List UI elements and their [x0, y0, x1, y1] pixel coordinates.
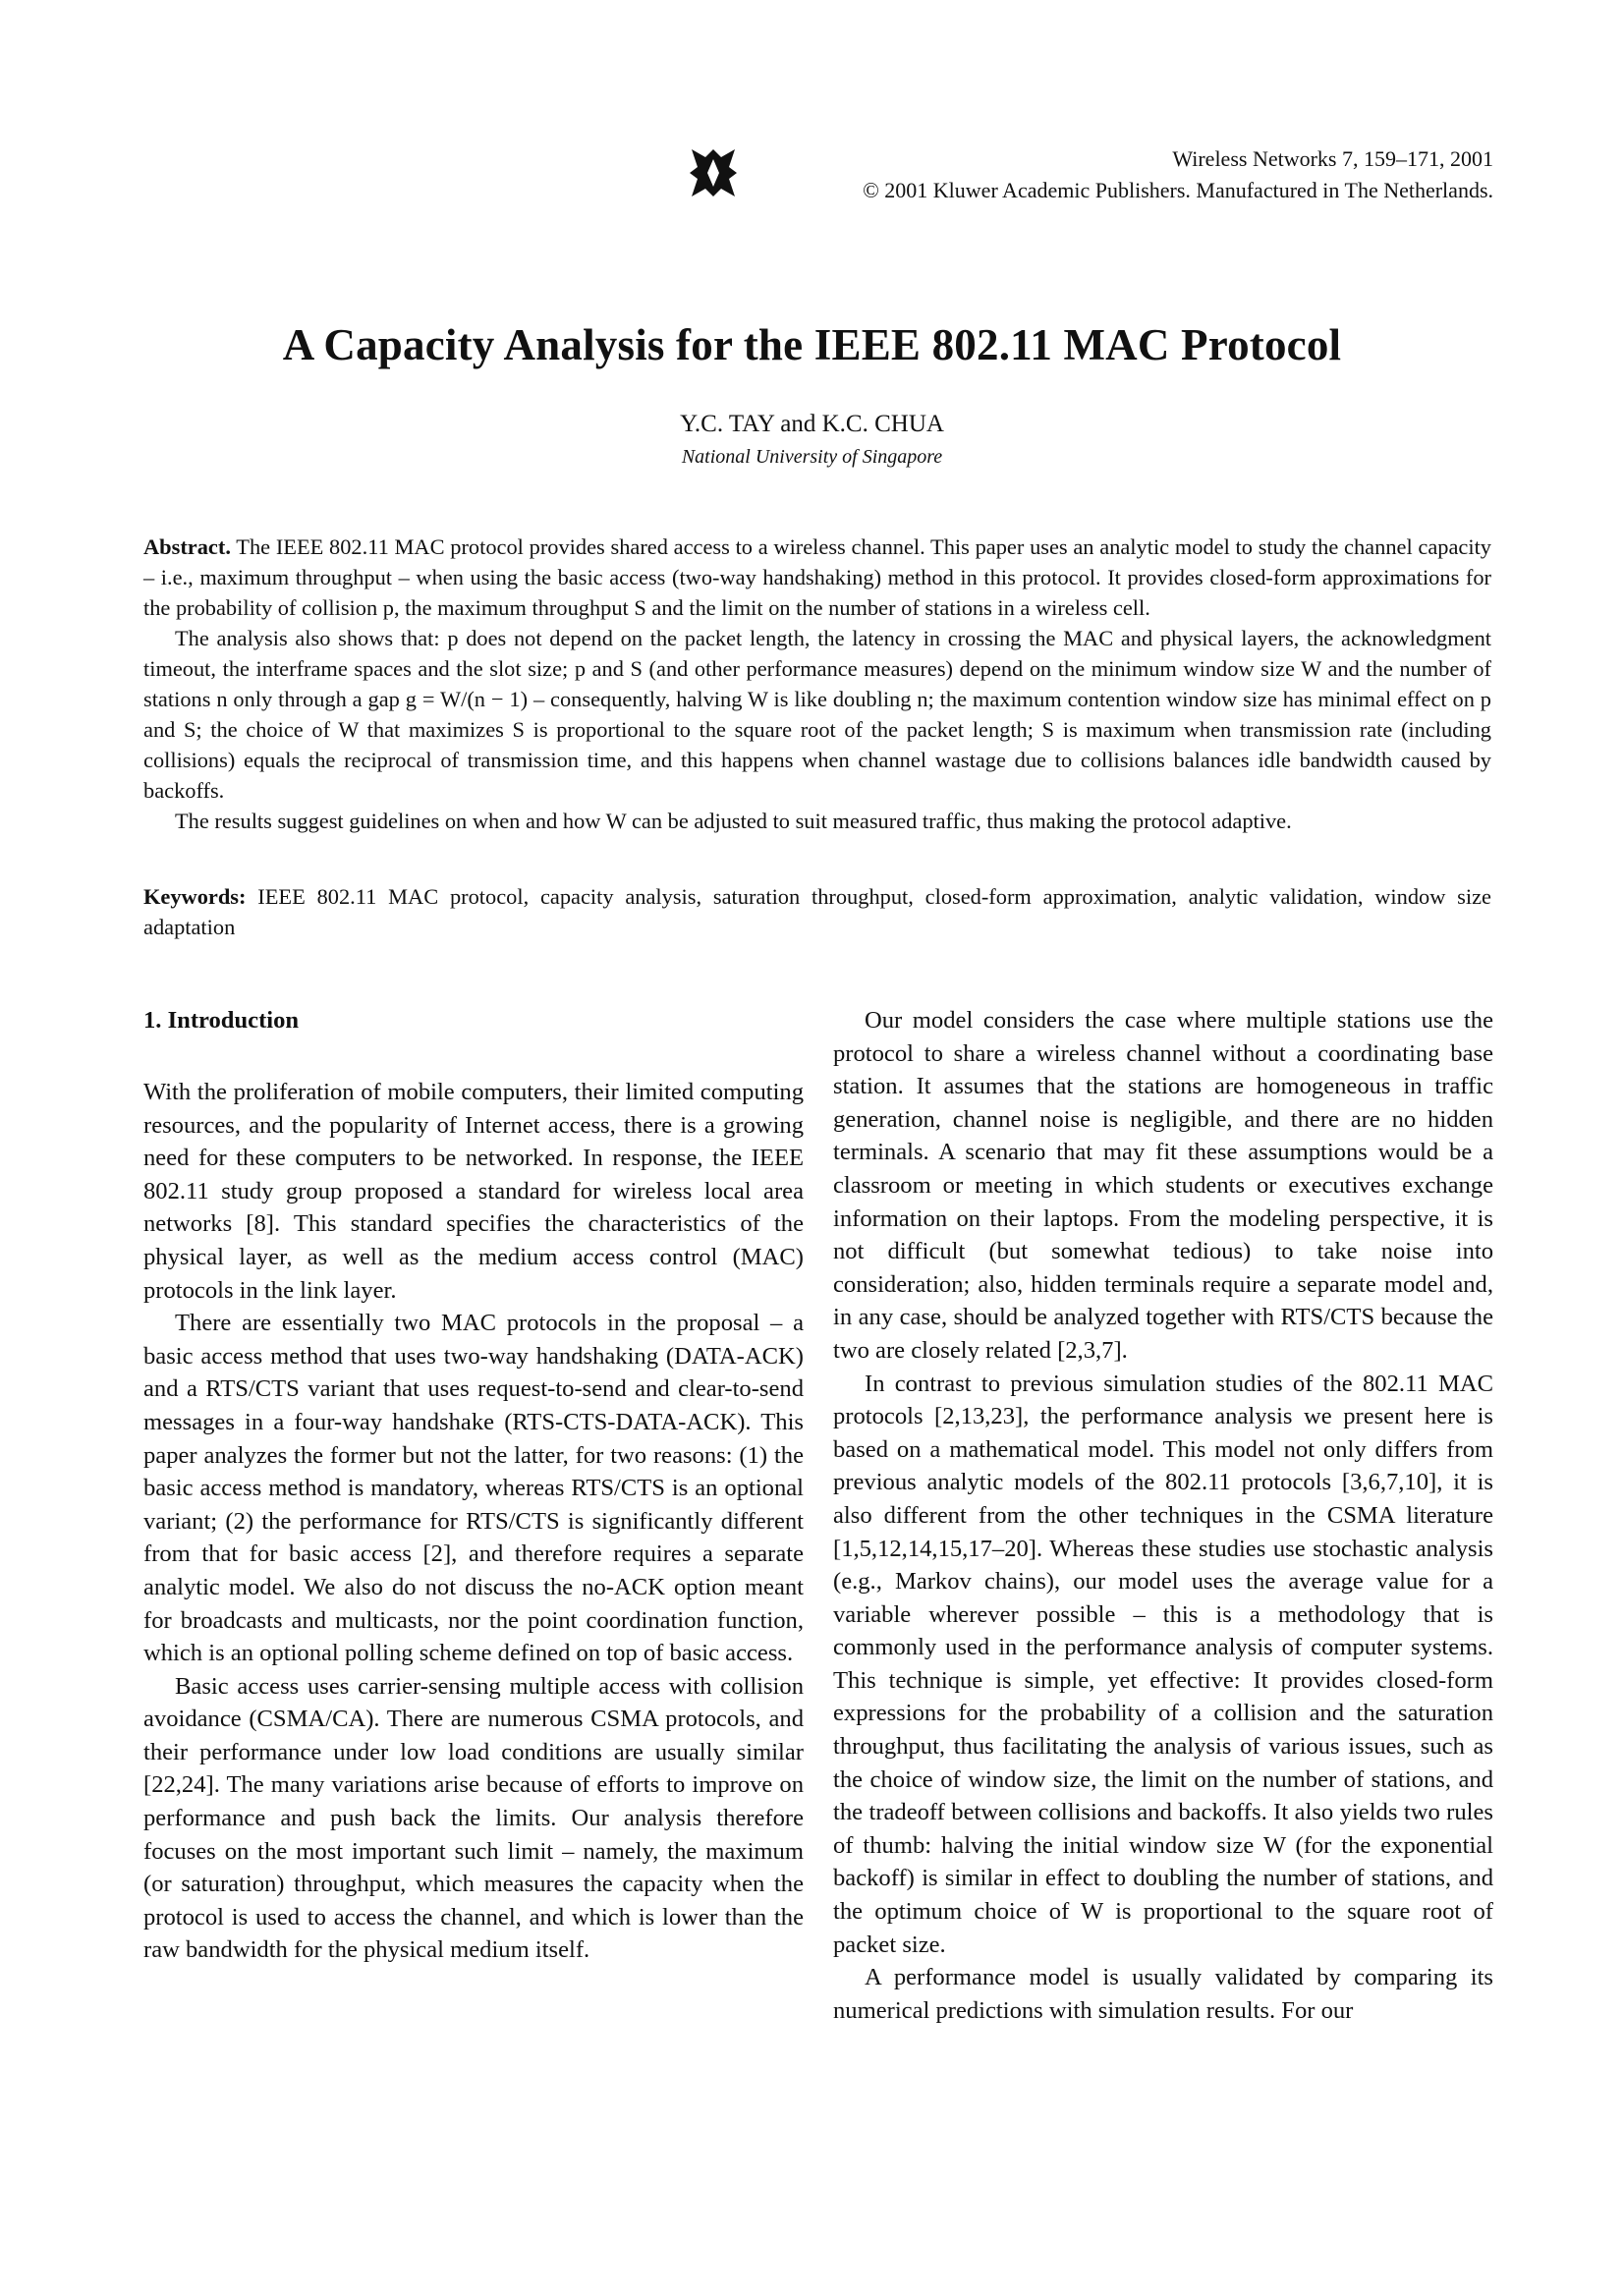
abstract-text-1: The IEEE 802.11 MAC protocol provides shared access to a wireless channel. This paper uses an analytic model to study the channel capacity – i.e., maximum throughput – when using the basic access (two-way handshaking) method in this protocol. It provides closed-form approximations for the probability of collision p, the maximum throughput S and the limit on the number of stations in a wireless cell. [143, 534, 1491, 620]
journal-citation [863, 143, 1493, 206]
intro-paragraph-4: Our model considers the case where multiple stations use the protocol to share a wireless channel without a coordinating base station. It assumes that the stations are homogeneous in traffic generation, channel noise is negligible, and there are no hidden terminals. A scenario that may fit these assumptions would be a classroom or meeting in which students or executives exchange information on their laptops. From the modeling perspective, it is not difficult (but somewhat tedious) to take noise into consideration; also, hidden terminals require a separate model and, in any case, should be analyzed together with RTS/CTS because the two are closely related [2,3,7]. [833, 1007, 1493, 1364]
abstract-label: Abstract. [143, 534, 231, 559]
journal-volume-line: Wireless Networks 7, 159–171, 2001 [1172, 146, 1493, 171]
keywords [143, 881, 1491, 942]
kluwer-publisher-logo [688, 145, 739, 200]
intro-paragraph-2: There are essentially two MAC protocols in the proposal – a basic access method that uses two-way handshaking (DATA-ACK) and a RTS/CTS variant that uses request-to-send and clear-to-send messages in a four-way handshake (RTS-CTS-DATA-ACK). This paper analyzes the former but not the latter, for two reasons: (1) the basic access method is mandatory, whereas RTS/CTS is an optional variant; (2) the performance for RTS/CTS is significantly different from that for basic access [2], and therefore requires a separate analytic model. We also do not discuss the no-ACK option meant for broadcasts and multicasts, nor the point coordination function, which is an optional polling scheme defined on top of basic access. [143, 1310, 804, 1667]
right-column [833, 1004, 1493, 2027]
abstract-paragraph-1 [143, 532, 1491, 623]
keywords-label: Keywords: [143, 884, 247, 909]
abstract-paragraph-2: The analysis also shows that: p does not depend on the packet length, the latency in crossing the MAC and physical layers, the acknowledgment timeout, the interframe spaces and the slot size; p and S (and other performance measures) depend on the minimum window size W and the number of stations n only through a gap g = W/(n − 1) – consequently, halving W is like doubling n; the maximum contention window size has minimal effect on p and S; the choice of W that maximizes S is proportional to the square root of the packet length; S is maximum when transmission rate (including collisions) equals the reciprocal of transmission time, and this happens when channel wastage due to collisions balances idle bandwidth caused by backoffs. [143, 626, 1491, 803]
copyright-line: © 2001 Kluwer Academic Publishers. Manufactured in The Netherlands. [863, 178, 1493, 202]
intro-paragraph-3: Basic access uses carrier-sensing multiple access with collision avoidance (CSMA/CA). There are numerous CSMA protocols, and their performance under low load conditions are usually similar [22,24]. The many variations arise because of efforts to improve on performance and push back the limits. Our analysis therefore focuses on the most important such limit – namely, the maximum (or saturation) throughput, which measures the capacity when the protocol is used to access the channel, and which is lower than the raw bandwidth for the physical medium itself. [143, 1672, 804, 1964]
keywords-text: IEEE 802.11 MAC protocol, capacity analysis, saturation throughput, closed-form approximation, analytic validation, window size adaptation [143, 884, 1491, 939]
intro-paragraph-1: With the proliferation of mobile computers, their limited computing resources, and the popularity of Internet access, there is a growing need for these computers to be networked. In response, the IEEE 802.11 study group proposed a standard for wireless local area networks [8]. This standard specifies the characteristics of the physical layer, as well as the medium access control (MAC) protocols in the link layer. [143, 1079, 804, 1304]
abstract [143, 532, 1491, 836]
left-column [143, 1004, 804, 1967]
section-heading-introduction: 1. Introduction [143, 1007, 300, 1034]
intro-paragraph-6: A performance model is usually validated by comparing its numerical predictions with simulation results. For our [833, 1964, 1493, 2024]
author-affiliation: National University of Singapore [681, 446, 943, 468]
abstract-paragraph-3: The results suggest guidelines on when and how W can be adjusted to suit measured traffic, thus making the protocol adaptive. [175, 809, 1292, 833]
intro-paragraph-5: In contrast to previous simulation studies of the 802.11 MAC protocols [2,13,23], the performance analysis we present here is based on a mathematical model. This model not only differs from previous analytic models of the 802.11 protocols [3,6,7,10], it is also different from the other techniques in the CSMA literature [1,5,12,14,15,17–20]. Whereas these studies use stochastic analysis (e.g., Markov chains), our model uses the average value for a variable wherever possible – this is a methodology that is commonly used in the performance analysis of computer systems. This technique is simple, yet effective: It provides closed-form expressions for the probability of a collision and the saturation throughput, thus facilitating the analysis of various issues, such as the choice of window size, the limit on the number of stations, and the tradeoff between collisions and backoffs. It also yields two rules of thumb: halving the initial window size W (for the exponential backoff) is similar in effect to doubling the number of stations, and the optimum choice of W is proportional to the square root of packet size. [833, 1370, 1493, 1958]
paper-title: A Capacity Analysis for the IEEE 802.11 MAC Protocol [282, 320, 1342, 369]
paper-authors: Y.C. TAY and K.C. CHUA [680, 411, 944, 437]
